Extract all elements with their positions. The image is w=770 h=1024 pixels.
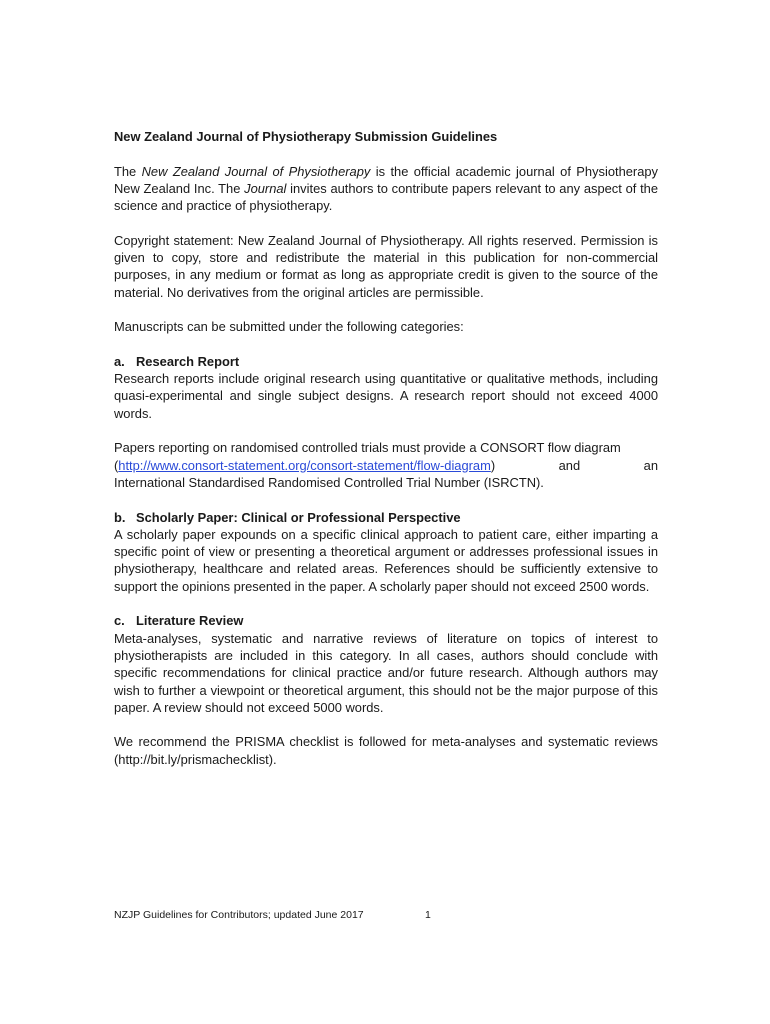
rct-text-b: International Standardised Randomised Controlled Trial Number (ISRCTN). bbox=[114, 474, 544, 490]
research-report-heading bbox=[114, 353, 658, 370]
rct-and: and bbox=[558, 457, 581, 473]
section-heading-text: Scholarly Paper: Clinical or Professional Perspective bbox=[136, 509, 461, 525]
section-literature-review bbox=[114, 612, 658, 768]
journal-name: New Zealand Journal of Physiotherapy bbox=[141, 163, 371, 179]
journal-short-name: Journal bbox=[244, 180, 287, 196]
document-title: New Zealand Journal of Physiotherapy Submission Guidelines bbox=[114, 129, 498, 144]
section-marker: c. bbox=[114, 613, 125, 629]
open-paren: ( bbox=[114, 457, 119, 473]
section-marker: b. bbox=[114, 509, 126, 525]
footer-text: NZJP Guidelines for Contributors; updated June 2017 bbox=[114, 909, 364, 921]
research-report-body: Research reports include original research using quantitative or qualitative methods, including quasi-experimental and single subject designs. A research report should not exceed 4000 words. bbox=[114, 371, 658, 421]
close-paren: ) bbox=[490, 457, 496, 473]
page-number: 1 bbox=[425, 909, 431, 921]
intro-text-b: is the official academic journal of Physiotherapy New Zealand Inc. The bbox=[114, 163, 658, 196]
section-scholarly-paper bbox=[114, 509, 658, 595]
consort-flow-diagram-link[interactable]: http://www.consort-statement.org/consort-statement/flow-diagram bbox=[118, 457, 491, 473]
literature-review-body: Meta-analyses, systematic and narrative reviews of literature on topics of interest to physiotherapists are included in this category. In all cases, authors should conclude with specific recommendations for clinical practice and/or future research. Although authors may wish to further a viewpoint or theoretical argument, this should not be the major purpose of this paper. A review should not exceed 5000 words. bbox=[114, 630, 658, 715]
rct-link-wrapper bbox=[114, 457, 495, 474]
section-heading-text: Literature Review bbox=[136, 613, 244, 629]
document-body bbox=[114, 128, 658, 785]
intro-paragraph bbox=[114, 163, 658, 215]
rct-paragraph bbox=[114, 439, 658, 491]
rct-text-a: Papers reporting on randomised controlled trials must provide a CONSORT flow diagram bbox=[114, 440, 621, 456]
section-heading-text: Research Report bbox=[136, 353, 240, 369]
rct-an: an bbox=[643, 457, 658, 473]
rct-link-line bbox=[114, 457, 658, 474]
copyright-paragraph: Copyright statement: New Zealand Journal of Physiotherapy. All rights reserved. Permission is given to copy, store and redistribute the material in this publication for non-commercial purposes, in any medium or format as long as appropriate credit is given to the source of the material. No derivatives from the original articles are permissible. bbox=[114, 232, 658, 300]
intro-text-a: The bbox=[114, 163, 142, 179]
section-research-report bbox=[114, 353, 658, 491]
page-footer bbox=[114, 908, 431, 922]
section-marker: a. bbox=[114, 353, 125, 369]
scholarly-paper-heading bbox=[114, 509, 658, 526]
prisma-paragraph: We recommend the PRISMA checklist is followed for meta-analyses and systematic reviews (http://bit.ly/prismachecklist). bbox=[114, 734, 658, 767]
scholarly-paper-body: A scholarly paper expounds on a specific clinical approach to patient care, either imparting a specific point of view or presenting a theoretical argument or addresses professional issues in physiotherapy, healthcare and related areas. References should be sufficiently extensive to support the opinions presented in the paper. A scholarly paper should not exceed 2500 words. bbox=[114, 526, 658, 594]
intro-text-c: invites authors to contribute papers relevant to any aspect of the science and practice of physiotherapy. bbox=[114, 180, 658, 214]
literature-review-heading bbox=[114, 612, 658, 629]
categories-intro: Manuscripts can be submitted under the following categories: bbox=[114, 319, 464, 335]
